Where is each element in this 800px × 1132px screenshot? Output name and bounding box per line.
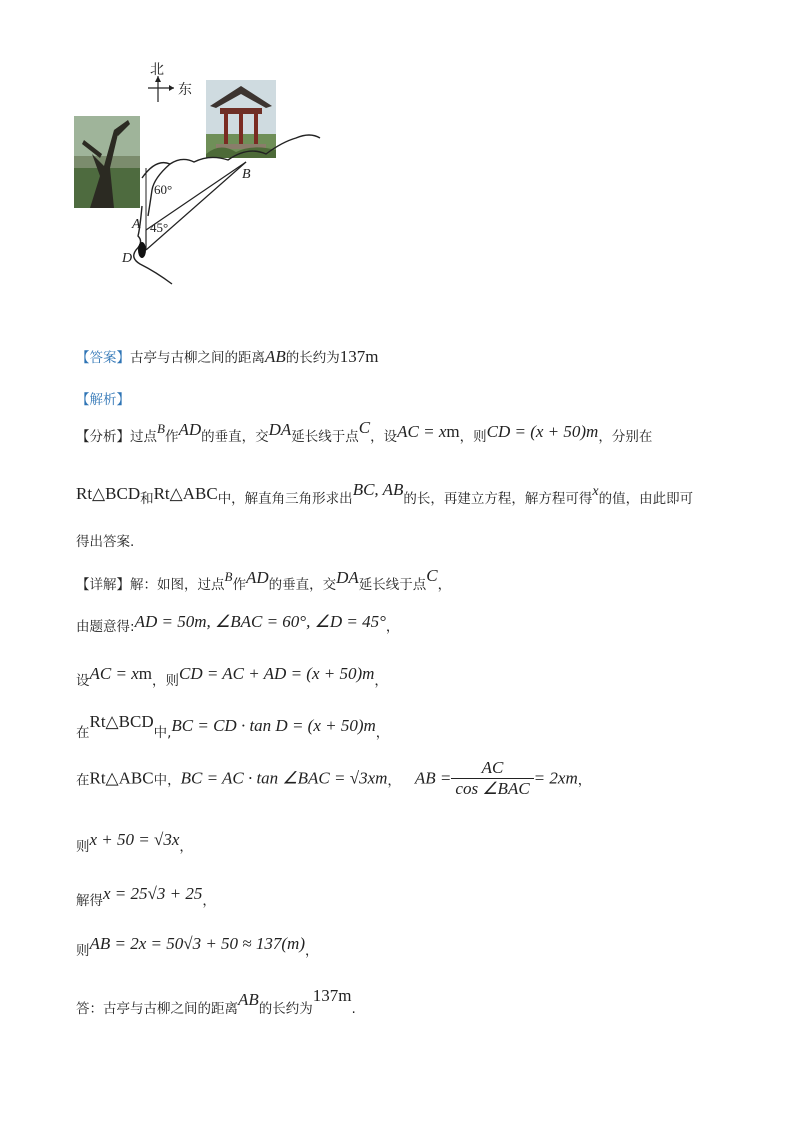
step-text: ， (305, 943, 319, 959)
point-A-label: A (132, 217, 141, 232)
step-text: 中， (153, 772, 181, 789)
step-text: 在 (76, 725, 90, 741)
fenxi-text: ，分别在 (598, 429, 653, 445)
step-text: 解得 (76, 893, 103, 909)
fenxi-math: x (592, 484, 599, 499)
xiangjie-line (76, 566, 451, 593)
step-text: ， (375, 725, 390, 741)
answer-line (76, 346, 379, 367)
xiangjie-text: 延长线于点 (358, 577, 427, 593)
fenxi-text: ，设 (370, 429, 398, 445)
fenxi-tag: 【分析】 (76, 429, 130, 445)
fenxi-text: 的长，再建立方程，解方程可得 (403, 491, 593, 507)
point-D-label: D (122, 251, 133, 266)
fraction-numerator: AC (451, 758, 533, 779)
geometry-figure (70, 58, 330, 293)
willow-photo (74, 116, 140, 208)
xiangjie-math: B (224, 569, 233, 584)
step-answer (76, 986, 356, 1017)
angle-60-label: 60° (154, 182, 173, 197)
fenxi-text: ，则 (459, 429, 487, 445)
step-text: ， (374, 673, 388, 689)
xiangjie-text: 的垂直，交 (268, 577, 337, 593)
step-text: ， (387, 772, 401, 789)
fenxi-math: C (358, 418, 371, 437)
fenxi-math: Rt△ABC (153, 484, 218, 503)
step-math: BC = CD · tan D = (x + 50)m (171, 716, 376, 735)
fenxi-text: 过点 (130, 429, 157, 445)
fraction-denominator: cos ∠BAC (455, 779, 530, 798)
step-solve (76, 884, 216, 909)
xiangjie-math: C (426, 566, 438, 585)
step-math: 137m (312, 986, 352, 1005)
xiangjie-math: AD (245, 568, 269, 587)
step-math: BC = AC · tan ∠BAC = √3xm (180, 768, 388, 788)
step-result (76, 934, 319, 959)
step-math: AB = 2x = 50√3 + 50 ≈ 137(m) (89, 934, 305, 953)
fenxi-math: Rt△BCD (76, 484, 141, 503)
step-given (76, 612, 399, 635)
step-math: x = 25√3 + 25 (103, 884, 203, 903)
step-math: x + 50 = √3x (89, 830, 180, 849)
step-text: ， (179, 839, 193, 855)
xiangjie-tag: 【详解】 (76, 577, 130, 593)
east-label: 东 (178, 82, 192, 98)
point-D-mark (138, 242, 146, 258)
step-math: Rt△BCD (89, 712, 154, 731)
figure-svg (70, 58, 330, 293)
step-rt-abc (76, 758, 591, 799)
fenxi-math: DA (268, 420, 292, 439)
step-text: 答：古亭与古柳之间的距离 (76, 1001, 238, 1017)
angle-45-label: 45° (150, 220, 169, 235)
compass-icon (148, 76, 174, 102)
answer-text-2: 的长约为 (285, 350, 340, 366)
fenxi-text: 延长线于点 (291, 429, 359, 445)
fenxi-text: 和 (140, 491, 154, 507)
step-text: 则 (76, 943, 90, 959)
step-text: ， (202, 893, 216, 909)
xiangjie-text: 解：如图，过点 (130, 577, 225, 593)
step-math: AB = (414, 768, 452, 788)
answer-tag: 【答案】 (76, 350, 130, 366)
fenxi-line-1 (76, 418, 652, 445)
step-math: AC = x (89, 664, 139, 683)
pavilion-photo (206, 80, 276, 158)
point-B-label: B (242, 167, 251, 182)
fraction (451, 758, 533, 799)
step-math: AB (238, 990, 259, 1009)
step-text: 中, (153, 725, 172, 741)
step-math: m (138, 664, 152, 683)
step-set (76, 664, 388, 689)
fenxi-math: CD = (x + 50)m (486, 422, 599, 441)
fenxi-text: 作 (164, 429, 179, 445)
step-equation (76, 830, 193, 855)
north-label: 北 (150, 62, 164, 78)
fenxi-line-3: 得出答案. (76, 534, 135, 550)
step-text: ， (385, 619, 400, 635)
answer-value: 137m (339, 347, 379, 366)
step-math: Rt△ABC (89, 768, 154, 788)
step-text: 的长约为 (258, 1001, 313, 1017)
step-math: = 2xm (533, 768, 578, 788)
fenxi-text: 的垂直，交 (201, 429, 269, 445)
answer-text: 古亭与古柳之间的距离 (130, 350, 265, 366)
fenxi-math: AD (178, 420, 202, 439)
xiangjie-math: DA (336, 568, 359, 587)
step-math: CD = AC + AD = (x + 50)m (178, 664, 375, 683)
fenxi-line-2 (76, 480, 693, 507)
step-text: ， (577, 772, 592, 789)
step-text: ，则 (151, 673, 179, 689)
step-text: 则 (76, 839, 90, 855)
analysis-tag: 【解析】 (76, 392, 130, 408)
step-text: 在 (76, 772, 90, 789)
answer-math: AB (265, 347, 286, 366)
fenxi-math: BC, AB (352, 480, 404, 499)
xiangjie-text: ， (437, 577, 452, 593)
step-text: 设 (76, 673, 90, 689)
xiangjie-text: 作 (232, 577, 246, 593)
step-text: 由题意得: (76, 619, 135, 635)
fenxi-math: AC = x (397, 422, 447, 441)
fenxi-math: m (446, 422, 460, 441)
step-math: AD = 50m, ∠BAC = 60°, ∠D = 45° (134, 612, 386, 631)
step-text: . (351, 1001, 356, 1017)
fenxi-text: 的值，由此即可 (598, 491, 694, 507)
fenxi-math: B (157, 421, 165, 436)
step-rt-bcd (76, 712, 389, 741)
line-DB (146, 162, 246, 250)
fenxi-text: 中，解直角三角形求出 (217, 491, 353, 507)
